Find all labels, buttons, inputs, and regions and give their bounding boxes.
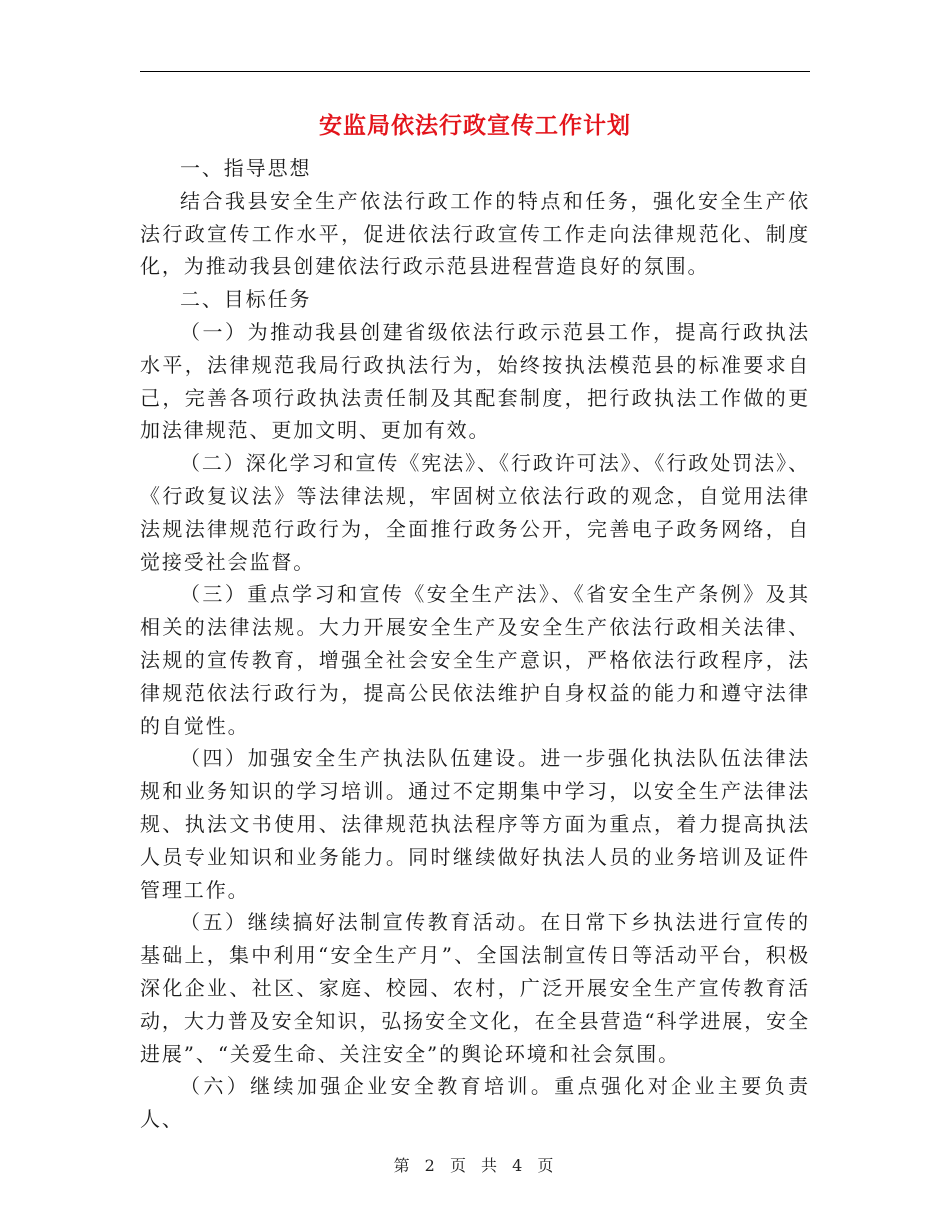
page-number: 第 2 页 共 4 页: [393, 1156, 557, 1175]
section-heading-goals-tasks: 二、目标任务: [180, 287, 312, 312]
header-rule: [140, 71, 810, 72]
document-title: 安监局依法行政宣传工作计划: [319, 112, 631, 139]
document-body: [140, 152, 810, 1136]
paragraph-task-3: （三）重点学习和宣传《安全生产法》、《省安全生产条例》及其相关的法律法规。大力开展安全生产及安全生产依法行政相关法律、法规的宣传教育，增强全社会安全生产意识，严格依法行政程序，法律规范依法行政行为，提高公民依法维护自身权益的能力和遵守法律的自觉性。: [140, 582, 810, 738]
section-heading-guiding-ideology: 一、指导思想: [180, 156, 312, 180]
paragraph-task-4: （四）加强安全生产执法队伍建设。进一步强化执法队伍法律法规和业务知识的学习培训。通过不定期集中学习，以安全生产法律法规、执法文书使用、法律规范执法程序等方面为重点，着力提高执法人员专业知识和业务能力。同时继续做好执法人员的业务培训及证件管理工作。: [140, 746, 810, 902]
paragraph-task-6: （六）继续加强企业安全教育培训。重点强化对企业主要负责人、: [140, 1074, 810, 1132]
paragraph-task-2: （二）深化学习和宣传《宪法》、《行政许可法》、《行政处罚法》、《行政复议法》等法律法规，牢固树立依法行政的观念，自觉用法律法规法律规范行政行为，全面推行政务公开，完善电子政务网络，自觉接受社会监督。: [140, 451, 810, 574]
paragraph-guiding-ideology: 结合我县安全生产依法行政工作的特点和任务，强化安全生产依法行政宣传工作水平，促进依法行政宣传工作走向法律规范化、制度化，为推动我县创建依法行政示范县进程营造良好的氛围。: [140, 188, 810, 279]
paragraph-task-1: （一）为推动我县创建省级依法行政示范县工作，提高行政执法水平，法律规范我局行政执法行为，始终按执法模范县的标准要求自己，完善各项行政执法责任制及其配套制度，把行政执法工作做的更加法律规范、更加文明、更加有效。: [140, 319, 810, 443]
paragraph-task-5: （五）继续搞好法制宣传教育活动。在日常下乡执法进行宣传的基础上，集中利用“安全生产月”、全国法制宣传日等活动平台，积极深化企业、社区、家庭、校园、农村，广泛开展安全生产宣传教育活动，大力普及安全知识，弘扬安全文化，在全县营造“科学进展，安全进展”、“关爱生命、关注安全”的舆论环境和社会氛围。: [140, 910, 810, 1066]
